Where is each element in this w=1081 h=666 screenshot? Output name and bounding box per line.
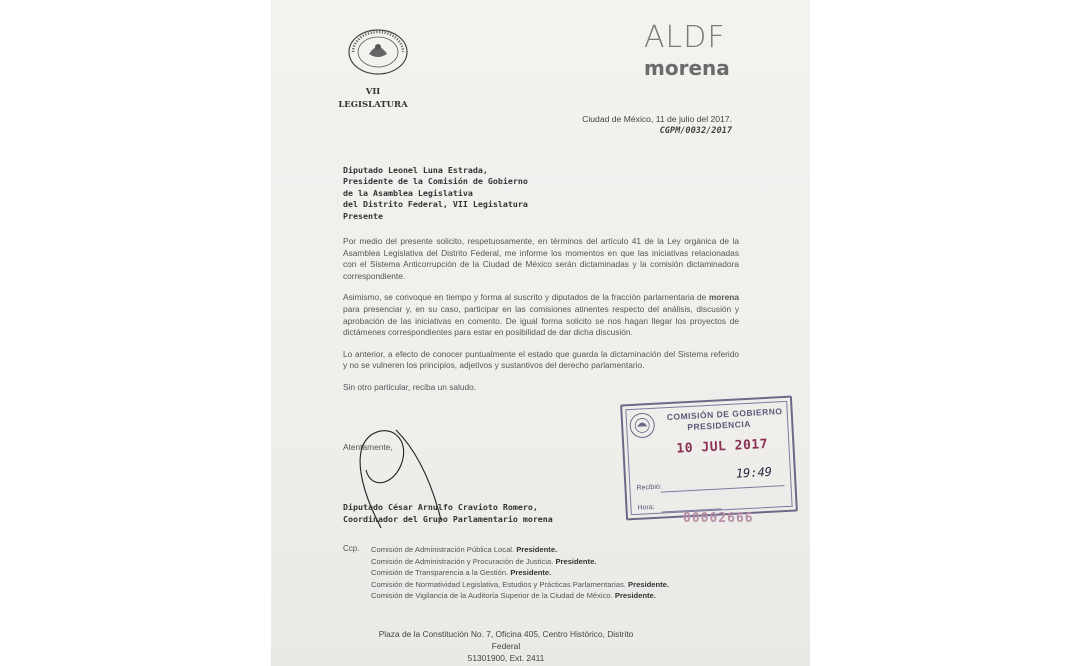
signer-title: Coordinador del Grupo Parlamentario morena xyxy=(343,514,553,524)
body-paragraph-2 xyxy=(343,292,739,338)
ccp-name: Comisión de Administración y Procuración de Justicia. xyxy=(371,556,554,566)
folio-number: 00002666 xyxy=(683,511,754,526)
morena-logo: morena xyxy=(644,56,730,80)
addressee-line: de la Asamblea Legislativa xyxy=(343,187,473,198)
ccp-label: Ccp. xyxy=(343,544,360,553)
list-item xyxy=(371,567,669,579)
legislatura-number: VII xyxy=(365,87,381,97)
ccp-list xyxy=(371,544,669,602)
party-name: morena xyxy=(708,292,739,303)
footer-phone: 51301900, Ext. 2411 xyxy=(467,653,545,663)
footer xyxy=(371,628,641,664)
ccp-role: Presidente. xyxy=(614,591,656,600)
addressee-line: Presidente de la Comisión de Gobierno xyxy=(343,176,528,187)
aldf-logo: ALDF xyxy=(644,20,726,55)
ccp-role: Presidente. xyxy=(628,579,669,589)
stamp-office: PRESIDENCIA xyxy=(687,418,752,433)
body-paragraph-1: Por medio del presente solicito, respetuosamente, en términos del artículo 41 de la Ley orgánica de la Asamblea Legislativa del Distrito Federal, me informe los momentos en que las iniciativas relacionadas con el Sistema Anticorrupción de la Ciudad de México serán dictaminadas y la comisión dictaminadora correspondiente. xyxy=(343,236,739,281)
ccp-role: Presidente. xyxy=(510,568,552,577)
signer-block xyxy=(343,501,553,525)
list-item xyxy=(371,590,669,602)
addressee-line: del Distrito Federal, VII Legislatura xyxy=(343,199,528,210)
paragraph-text: Asimismo, se convoque en tiempo y forma al suscrito y diputados de la fracción parlamentaria de xyxy=(343,292,709,303)
legislatura-label xyxy=(333,86,413,112)
footer-address: Plaza de la Constitución No. 7, Oficina 405, Centro Histórico, Distrito Federal xyxy=(378,629,634,651)
ccp-name: Comisión de Administración Pública Local. xyxy=(371,545,515,554)
stamp-seal-icon xyxy=(627,411,656,440)
place-date: Ciudad de México, 11 de julio del 2017. xyxy=(582,114,732,124)
addressee-block xyxy=(343,165,528,222)
closing-salutation: Atentamente, xyxy=(343,442,393,452)
stamp-date: 10 JUL 2017 xyxy=(676,436,769,457)
ccp-role: Presidente. xyxy=(555,556,597,566)
letter-page xyxy=(271,0,810,666)
dateline xyxy=(582,113,732,137)
letter-body xyxy=(343,236,739,404)
body-paragraph-4: Sin otro particular, reciba un saludo. xyxy=(343,381,477,392)
list-item xyxy=(371,579,669,591)
recibio-label: Recibió: xyxy=(636,483,662,492)
list-item xyxy=(371,544,669,556)
reception-stamp xyxy=(620,396,798,521)
paragraph-text: para presenciar y, en su caso, participar en las comisiones atinentes respecto del análisis, discusión y aprobación de las iniciativas en comento. De igual forma solicito se nos hagan llegar los proyectos de dictámenes correspondientes para estar en posibilidad de dar dicha discusión. xyxy=(343,303,739,338)
list-item xyxy=(371,556,669,568)
addressee-line: Diputado Leonel Luna Estrada, xyxy=(343,165,488,175)
body-paragraph-3: Lo anterior, a efecto de conocer puntualmente el estado que guarda la dictaminación del Sistema referido y no se vulneren los principios, adjetivos y sustantivos del derecho parlamentario. xyxy=(343,348,739,371)
hora-label: Hora: xyxy=(637,503,655,512)
reference-number: CGPM/0032/2017 xyxy=(659,126,732,136)
signer-name: Diputado César Arnulfo Cravioto Romero, xyxy=(343,502,538,512)
handwritten-time: 19:49 xyxy=(735,464,773,481)
stamp-commission: COMISIÓN DE GOBIERNO xyxy=(666,406,783,423)
addressee-line: Presente xyxy=(343,210,383,221)
legislatura-word: LEGISLATURA xyxy=(338,100,408,110)
ccp-name: Comisión de Vigilancia de la Auditoría Superior de la Ciudad de México. xyxy=(371,591,613,600)
ccp-role: Presidente. xyxy=(516,545,558,554)
assembly-seal-icon xyxy=(347,28,409,76)
ccp-name: Comisión de Transparencia a la Gestión. xyxy=(371,568,509,577)
ccp-name: Comisión de Normatividad Legislativa, Estudios y Prácticas Parlamentarias. xyxy=(371,579,626,589)
